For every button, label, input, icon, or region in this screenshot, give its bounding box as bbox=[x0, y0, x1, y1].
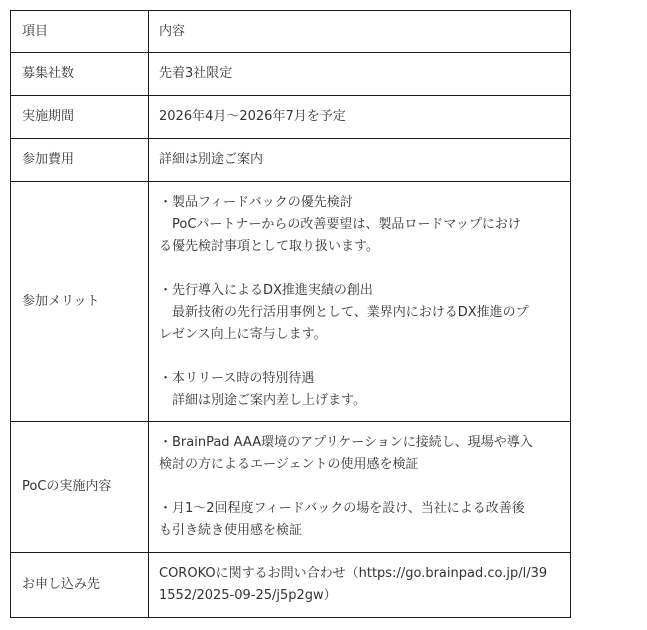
row-value-recruit-count: 先着3社限定 bbox=[149, 53, 571, 96]
row-key-fee: 参加費用 bbox=[11, 139, 149, 182]
poc-line: 検討の方によるエージェントの使用感を検証 bbox=[159, 457, 419, 472]
table-row bbox=[11, 139, 571, 182]
merit-line bbox=[159, 346, 560, 368]
row-value-period: 2026年4月〜2026年7月を予定 bbox=[149, 96, 571, 139]
merit-line: 詳細は別途ご案内差し上げます。 bbox=[159, 392, 366, 408]
table-row bbox=[11, 53, 571, 96]
header-key-cell: 項目 bbox=[11, 11, 149, 53]
apply-line: COROKOに関するお問い合わせ（https://go.brainpad.co.jp/l/39 bbox=[159, 566, 548, 581]
row-key-recruit-count: 募集社数 bbox=[11, 53, 149, 96]
table-row-poc bbox=[11, 422, 571, 553]
poc-line: も引き続き使用感を検証 bbox=[159, 523, 303, 538]
table-row-merit bbox=[11, 182, 571, 422]
table-row bbox=[11, 96, 571, 139]
info-table bbox=[10, 10, 571, 618]
merit-line: レゼンス向上に寄与します。 bbox=[159, 326, 327, 342]
merit-line: ・製品フィードバックの優先検討 bbox=[159, 194, 353, 210]
row-key-merit: 参加メリット bbox=[11, 182, 149, 422]
merit-line: 最新技術の先行活用事例として、業界内におけるDX推進のプ bbox=[159, 304, 529, 320]
poc-line: ・BrainPad AAA環境のアプリケーションに接続し、現場や導入 bbox=[159, 435, 533, 450]
merit-line: ・先行導入によるDX推進実績の創出 bbox=[159, 282, 373, 298]
row-key-period: 実施期間 bbox=[11, 96, 149, 139]
apply-line: 1552/2025-09-25/j5p2gw） bbox=[159, 588, 337, 603]
row-value-merit bbox=[149, 182, 571, 422]
row-key-apply: お申し込み先 bbox=[11, 553, 149, 618]
merit-line: PoCパートナーからの改善要望は、製品ロードマップにおけ bbox=[159, 216, 521, 232]
row-value-poc bbox=[149, 422, 571, 553]
poc-line: ・月1〜2回程度フィードバックの場を設け、当社による改善後 bbox=[159, 501, 525, 516]
table-row-apply bbox=[11, 553, 571, 618]
header-value-cell: 内容 bbox=[149, 11, 571, 53]
row-value-apply bbox=[149, 553, 571, 618]
merit-line bbox=[159, 258, 560, 280]
row-key-poc: PoCの実施内容 bbox=[11, 422, 149, 553]
row-value-fee: 詳細は別途ご案内 bbox=[149, 139, 571, 182]
merit-line: ・本リリース時の特別待遇 bbox=[159, 370, 315, 386]
table-header-row bbox=[11, 11, 571, 53]
poc-line bbox=[159, 476, 560, 498]
merit-line: る優先検討事項として取り扱います。 bbox=[159, 238, 379, 254]
